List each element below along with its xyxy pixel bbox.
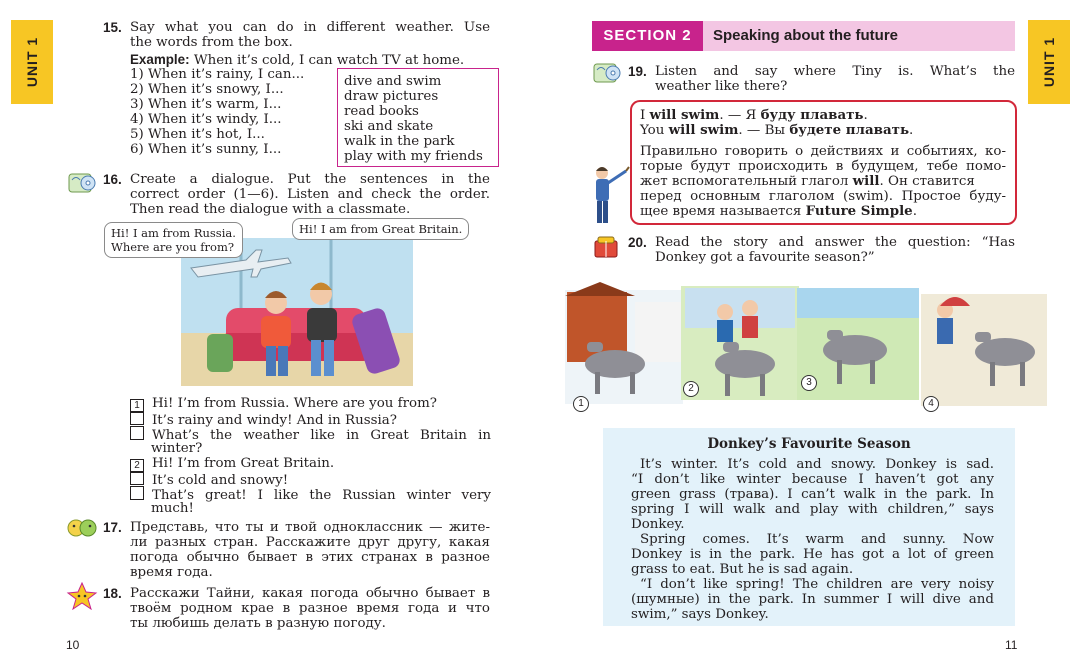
dialogue-text: Hi! I’m from Russia. Where are you from? — [152, 396, 437, 411]
example-text: When it’s cold, I can watch TV at home. — [193, 53, 465, 68]
grammar-rule-line: щее время называется Future Simple. — [640, 203, 917, 219]
ex16-line-2: correct order (1—6). Listen and check the order. — [130, 187, 490, 202]
word-box-item: dive and swim — [344, 74, 442, 89]
grammar-rule-line: торые будут происходить в будущем, тебе помо- — [640, 159, 1006, 174]
picture-number: 3 — [801, 375, 817, 391]
ex17-line-2: ли разных стран. Расскажите друг другу, какая — [130, 535, 490, 550]
bubble-line: Hi! I am from Russia. — [111, 226, 236, 240]
word-box-item: ski and skate — [344, 119, 434, 134]
picture-number: 4 — [923, 396, 939, 412]
dialogue-text: It’s rainy and windy! And in Russia? — [152, 413, 397, 428]
section-title: Speaking about the future — [713, 27, 899, 44]
ex20-line-1: Read the story and answer the question: “Has — [655, 235, 1015, 250]
story-line: (шумные) in the park. In summer I will dive and — [631, 592, 994, 607]
picture-number: 1 — [573, 396, 589, 412]
dialogue-item-cont: winter? — [151, 441, 203, 456]
page-number-left: 10 — [66, 638, 80, 652]
pair-work-icon — [67, 518, 97, 538]
speech-bubble-russia — [104, 222, 243, 258]
ex16-line-1: Create a dialogue. Put the sentences in the — [130, 172, 490, 187]
word-box — [337, 68, 499, 167]
ex16-line-3: Then read the dialogue with a classmate. — [130, 202, 411, 217]
airport-illustration — [181, 238, 413, 386]
story-line: Donkey. — [631, 517, 685, 532]
grammar-rule-line: Правильно говорить о действиях и событиях, ко- — [640, 144, 1006, 159]
order-box[interactable]: 2 — [130, 459, 144, 473]
story-line: grass to eat. But he is sad again. — [631, 562, 854, 577]
bubble-line: Where are you from? — [111, 240, 235, 254]
ex15-line-1: Say what you can do in different weather. Use — [130, 20, 490, 35]
listen-cd-icon — [68, 172, 98, 194]
story-line: It’s winter. It’s cold and snowy. Donkey is sad. — [640, 457, 994, 472]
ex15-item: 3) When it’s warm, I... — [130, 97, 282, 112]
section-header — [592, 21, 1015, 51]
picture-number: 2 — [683, 381, 699, 397]
story-line: Spring comes. It’s warm and sunny. Now — [640, 532, 994, 547]
grammar-box — [630, 100, 1017, 225]
grammar-rule-line: жет вспомогательный глагол will. Он ставится — [640, 173, 975, 189]
story-line: spring I will walk and play with children,” says — [631, 502, 994, 517]
ex15-item: 4) When it’s windy, I... — [130, 112, 282, 127]
donkey-seasons-illustration — [565, 282, 1049, 412]
story-title: Donkey’s Favourite Season — [707, 436, 911, 452]
ex20-line-2: Donkey got a favourite season?” — [655, 250, 875, 265]
listen-cd-icon — [593, 62, 623, 84]
ex15-item: 1) When it’s rainy, I can... — [130, 67, 305, 82]
dialogue-text: What’s the weather like in Great Britain in — [152, 428, 491, 443]
ex18-line-1: Расскажи Тайни, какая погода обычно бывает в — [130, 586, 490, 601]
ex20-number: 20. — [628, 235, 647, 250]
speech-bubble-britain: Hi! I am from Great Britain. — [292, 218, 469, 240]
ex17-line-1: Представь, что ты и твой одноклассник — жите- — [130, 520, 490, 535]
dialogue-text: That’s great! I like the Russian winter very — [152, 488, 491, 503]
ex17-line-3: погода обычно бывает в этих странах в разное — [130, 550, 490, 565]
dialogue-item-cont: much! — [151, 501, 194, 516]
ex18-line-2: твоём родном крае в разное время года и что — [130, 601, 490, 616]
word-box-item: read books — [344, 104, 419, 119]
ex15-item: 2) When it’s snowy, I... — [130, 82, 284, 97]
ex15-item: 5) When it’s hot, I... — [130, 127, 265, 142]
ex17-number: 17. — [103, 520, 122, 535]
book-icon — [592, 235, 620, 259]
order-box[interactable] — [130, 411, 144, 425]
story-line: “I don’t like spring! The children are very noisy — [640, 577, 994, 592]
dialogue-text: Hi! I’m from Great Britain. — [152, 456, 335, 471]
ex15-number: 15. — [103, 20, 122, 35]
word-box-item: play with my friends — [344, 149, 483, 164]
unit-tab-right: UNIT 1 — [1028, 20, 1070, 104]
ex15-item: 6) When it’s sunny, I... — [130, 142, 282, 157]
ex15-example — [130, 52, 464, 68]
teacher-figure — [588, 165, 630, 225]
tiny-star-icon — [66, 582, 98, 610]
grammar-rule-line: перед основным глаголом (swim). Простое буду- — [640, 189, 1006, 204]
ex15-line-2: the words from the box. — [130, 35, 293, 50]
ex19-line-2: weather like there? — [655, 79, 788, 94]
story-line: “I don’t like winter because I haven’t got any — [631, 472, 994, 487]
ex19-number: 19. — [628, 64, 647, 79]
ex18-number: 18. — [103, 586, 122, 601]
page-number-right: 11 — [1005, 638, 1018, 652]
dialogue-text: It’s cold and snowy! — [152, 473, 289, 488]
ex16-number: 16. — [103, 172, 122, 187]
grammar-example-2: You will swim. — Вы будете плавать. — [640, 122, 914, 138]
story-box — [603, 428, 1015, 626]
story-line: swim,” says Donkey. — [631, 607, 769, 622]
ex19-line-1: Listen and say where Tiny is. What’s the — [655, 64, 1015, 79]
grammar-example-1: I will swim. — Я буду плавать. — [640, 107, 868, 123]
ex18-line-3: ты любишь делать в разную погоду. — [130, 616, 386, 631]
order-box[interactable]: 1 — [130, 399, 144, 413]
word-box-item: walk in the park — [344, 134, 455, 149]
story-line: green grass (трава). I can’t walk in the park. In — [631, 487, 994, 502]
unit-tab-left: UNIT 1 — [11, 20, 53, 104]
ex17-line-4: время года. — [130, 565, 213, 580]
example-label: Example: — [130, 52, 190, 67]
word-box-item: draw pictures — [344, 89, 439, 104]
order-box[interactable] — [130, 486, 144, 500]
order-box[interactable] — [130, 471, 144, 485]
order-box[interactable] — [130, 426, 144, 440]
story-line: Donkey is in the park. He has got a lot of green — [631, 547, 994, 562]
section-label: SECTION 2 — [592, 21, 703, 51]
